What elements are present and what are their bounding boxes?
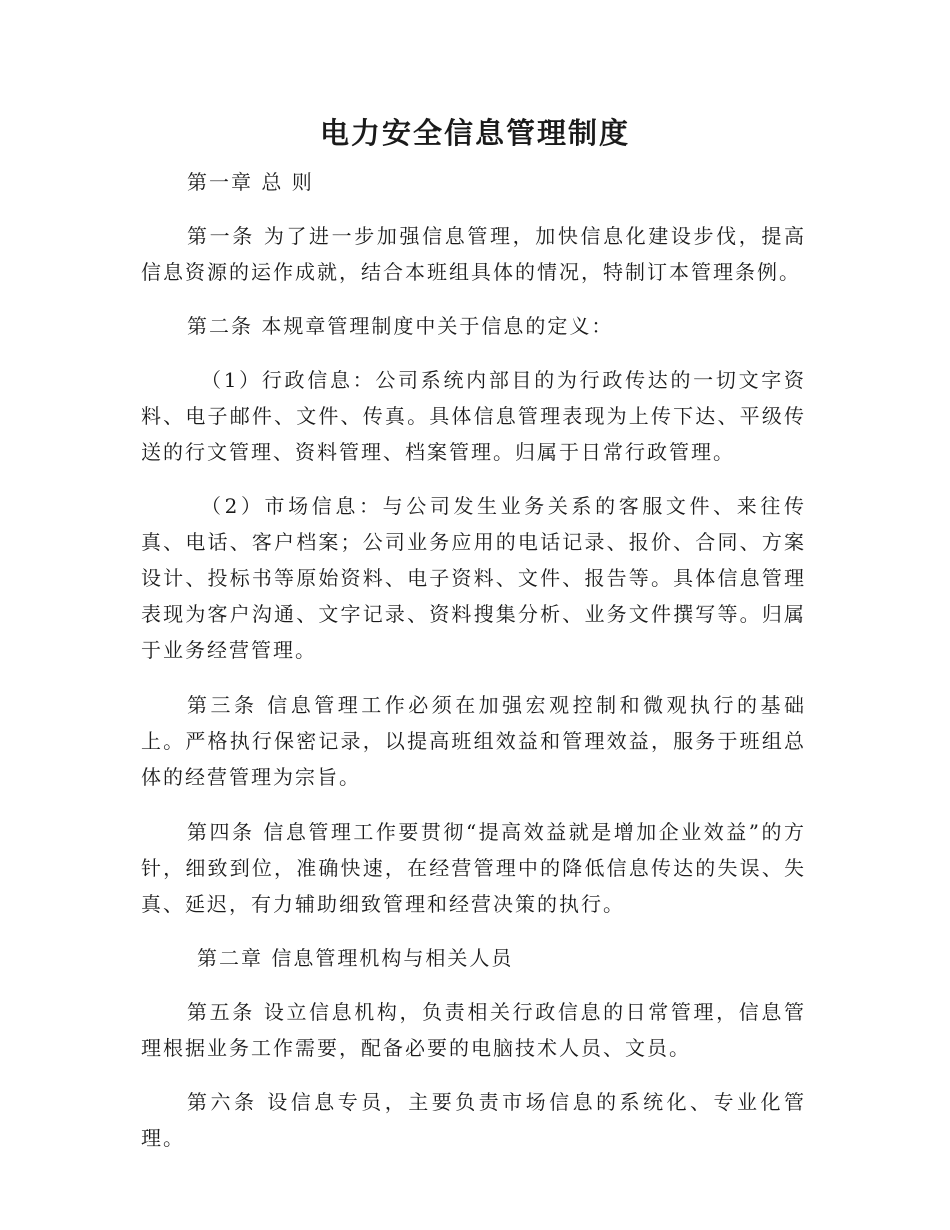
chapter-2-heading: 第二章 信息管理机构与相关人员: [197, 946, 514, 970]
document-title: 电力安全信息管理制度: [319, 116, 630, 150]
article-5: 第五条 设立信息机构，负责相关行政信息的日常管理，信息管理根据业务工作需要，配备必要的电脑技术人员、文员。: [141, 1000, 806, 1060]
chapter-1-heading: 第一章 总 则: [187, 170, 314, 194]
article-1: 第一条 为了进一步加强信息管理，加快信息化建设步伐，提高信息资源的运作成就，结合本班组具体的情况，特制订本管理条例。: [141, 224, 806, 284]
article-3: 第三条 信息管理工作必须在加强宏观控制和微观执行的基础上。严格执行保密记录，以提高班组效益和管理效益，服务于班组总体的经营管理为宗旨。: [141, 693, 806, 789]
article-2-item-2: （2）市场信息：与公司发生业务关系的客服文件、来往传真、电话、客户档案；公司业务应用的电话记录、报价、合同、方案设计、投标书等原始资料、电子资料、文件、报告等。具体信息管理表现为客户沟通、文字记录、资料搜集分析、业务文件撰写等。归属于业务经营管理。: [141, 494, 806, 662]
article-4: 第四条 信息管理工作要贯彻“提高效益就是增加企业效益”的方针，细致到位，准确快速，在经营管理中的降低信息传达的失误、失真、延迟，有力辅助细致管理和经营决策的执行。: [141, 820, 806, 916]
article-6: 第六条 设信息专员，主要负责市场信息的系统化、专业化管理。: [141, 1090, 806, 1150]
article-2: 第二条 本规章管理制度中关于信息的定义：: [187, 314, 614, 338]
article-2-item-1: （1）行政信息：公司系统内部目的为行政传达的一切文字资料、电子邮件、文件、传真。具体信息管理表现为上传下达、平级传送的行文管理、资料管理、档案管理。归属于日常行政管理。: [141, 368, 806, 464]
